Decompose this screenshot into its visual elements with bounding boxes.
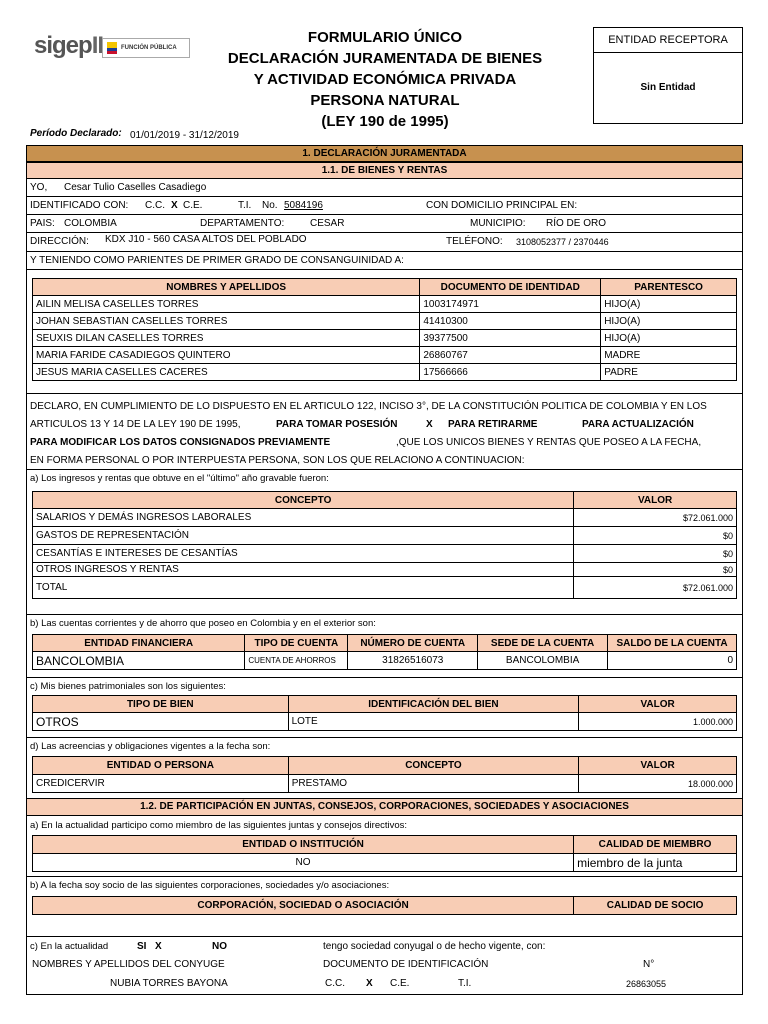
declaration-line-1: DECLARO, EN CUMPLIMIENTO DE LO DISPUESTO EN EL ARTICULO 122, INCISO 3°, DE LA CONSTITUCIÓN POLITICA DE COLOMBIA Y EN LOS (30, 401, 707, 412)
receptor-box (593, 27, 743, 124)
table-row: CREDICERVIR PRESTAMO 18.000.000 (33, 775, 737, 793)
table-row: JESUS MARIA CASELLES CACERES 17566666 PADRE (33, 364, 737, 381)
declarant-name: Cesar Tulio Caselles Casadiego (64, 182, 207, 193)
spouse-si-mark: X (155, 941, 162, 952)
period-value: 01/01/2019 - 31/12/2019 (130, 130, 239, 141)
table-row: SALARIOS Y DEMÁS INGRESOS LABORALES $72.061.000 (33, 509, 737, 527)
colombia-seal-icon (107, 42, 117, 54)
department: CESAR (310, 218, 345, 229)
country: COLOMBIA (64, 218, 117, 229)
cc-mark: X (171, 200, 178, 211)
spouse-id-number: 26863055 (626, 979, 667, 989)
boards-table: ENTIDAD O INSTITUCIÓN CALIDAD DE MIEMBRO NO miembro de la junta (32, 835, 737, 872)
table-row: CESANTÍAS E INTERESES DE CESANTÍAS $0 (33, 545, 737, 563)
table-row: BANCOLOMBIA CUENTA DE AHORROS 31826516073 BANCOLOMBIA 0 (33, 652, 737, 670)
spouse-cc-mark: X (366, 978, 373, 989)
accounts-table: ENTIDAD FINANCIERA TIPO DE CUENTA NÚMERO DE CUENTA SEDE DE LA CUENTA SALDO DE LA CUENTA BANCOLOMBIA CUENTA DE AHORROS 31826516073 BANCOLOMBIA 0 (32, 634, 737, 670)
city: RÍO DE ORO (546, 218, 607, 229)
section-1-2-title: 1.2. DE PARTICIPACIÓN EN JUNTAS, CONSEJOS, CORPORACIONES, SOCIEDADES Y ASOCIACIONES (26, 798, 743, 816)
funcion-publica-logo: FUNCIÓN PÚBLICA (102, 38, 190, 58)
posesion-mark: X (426, 419, 433, 430)
section-1-title: 1. DECLARACIÓN JURAMENTADA (26, 145, 743, 162)
table-row: AILIN MELISA CASELLES TORRES 1003174971 HIJO(A) (33, 296, 737, 313)
relatives-table: NOMBRES Y APELLIDOS DOCUMENTO DE IDENTIDAD PARENTESCO AILIN MELISA CASELLES TORRES 1003174971 HIJO(A) JOHAN SEBASTIAN CASELLES TORRES 41410300 HIJO(A) SEUXIS DILAN CASELLES TORRES 39377500 HIJO(A) MARIA FARIDE CASADIEGOS QUINTERO 26860767 MADRE JESUS MARIA CASELLES CACERES 17566666 PADRE (32, 278, 737, 381)
form-title: FORMULARIO ÚNICO DECLARACIÓN JURAMENTADA DE BIENES Y ACTIVIDAD ECONÓMICA PRIVADA PERSONA NATURAL (LEY 190 de 1995) (227, 29, 543, 130)
table-row: OTROS LOTE 1.000.000 (33, 713, 737, 731)
id-number: 5084196 (284, 200, 323, 211)
address: KDX J10 - 560 CASA ALTOS DEL POBLADO (105, 234, 307, 245)
period-label: Período Declarado: (30, 128, 122, 139)
table-row: NO miembro de la junta (33, 854, 737, 872)
receptor-value: Sin Entidad (640, 82, 696, 93)
debts-table: ENTIDAD O PERSONA CONCEPTO VALOR CREDICERVIR PRESTAMO 18.000.000 (32, 756, 737, 793)
spouse-name: NUBIA TORRES BAYONA (110, 978, 228, 989)
income-table: CONCEPTO VALOR SALARIOS Y DEMÁS INGRESOS LABORALES $72.061.000 GASTOS DE REPRESENTACIÓN $0 CESANTÍAS E INTERESES DE CESANTÍAS $0 OTROS INGRESOS Y RENTAS $0 TOTAL $72.061.000 (32, 491, 737, 599)
partner-table: CORPORACIÓN, SOCIEDAD O ASOCIACIÓN CALIDAD DE SOCIO (32, 896, 737, 915)
table-row: MARIA FARIDE CASADIEGOS QUINTERO 26860767 MADRE (33, 347, 737, 364)
sigep-logo: sigepII (34, 32, 104, 59)
table-row: SEUXIS DILAN CASELLES TORRES 39377500 HIJO(A) (33, 330, 737, 347)
section-1-1-title: 1.1. DE BIENES Y RENTAS (26, 162, 743, 179)
assets-table: TIPO DE BIEN IDENTIFICACIÓN DEL BIEN VALOR OTROS LOTE 1.000.000 (32, 695, 737, 731)
income-total-row: TOTAL $72.061.000 (33, 577, 737, 599)
receptor-label: ENTIDAD RECEPTORA (594, 28, 742, 53)
table-row: GASTOS DE REPRESENTACIÓN $0 (33, 527, 737, 545)
table-row: JOHAN SEBASTIAN CASELLES TORRES 41410300 HIJO(A) (33, 313, 737, 330)
table-row: OTROS INGRESOS Y RENTAS $0 (33, 563, 737, 577)
phone: 3108052377 / 2370446 (516, 237, 609, 247)
